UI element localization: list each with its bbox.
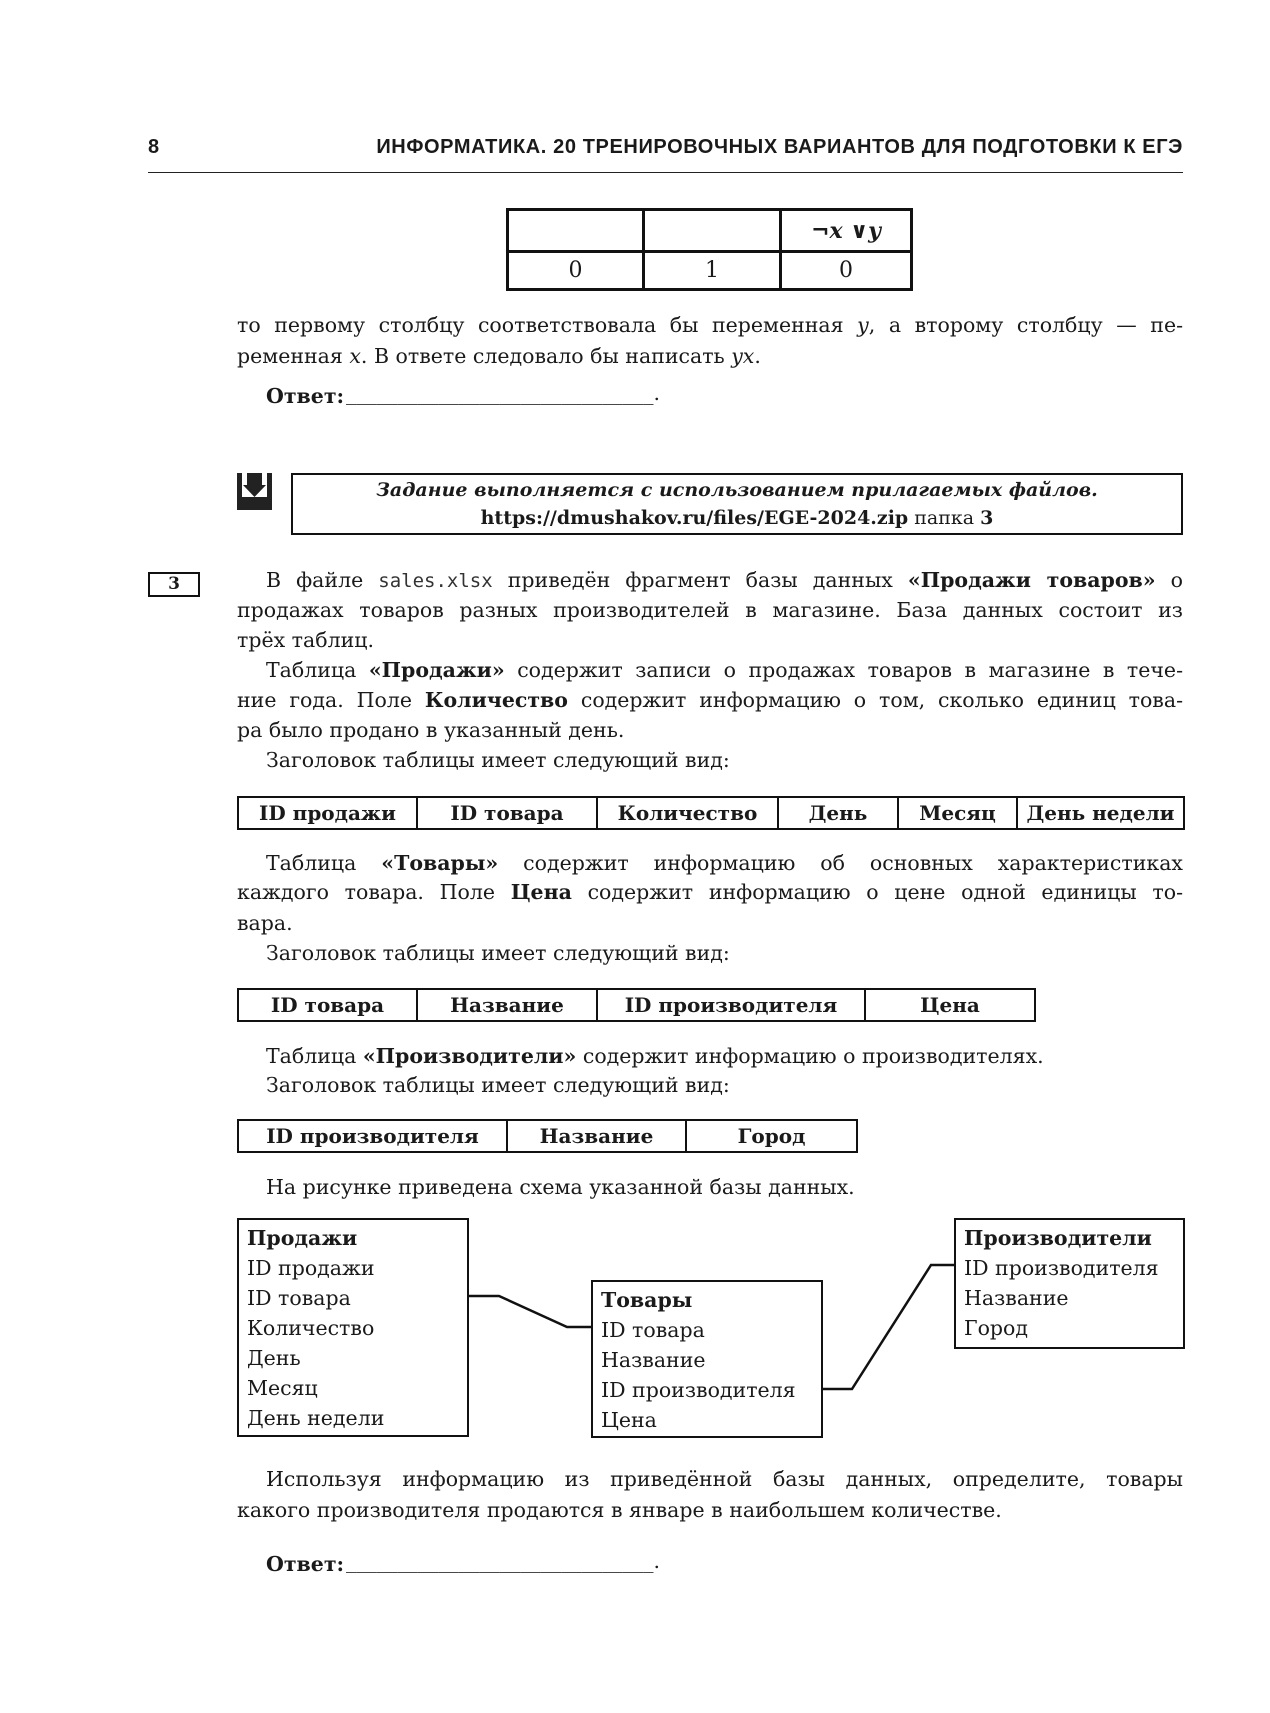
column-header: ID товара — [417, 797, 597, 829]
download-file-icon — [237, 473, 272, 510]
text-line — [237, 310, 1183, 340]
task-number-badge: 3 — [148, 572, 200, 597]
truth-cell: 1 — [644, 252, 781, 290]
entity-field: ID товара — [247, 1286, 351, 1310]
text-segment: то первому столбцу соответствовала бы переменная — [237, 313, 858, 337]
text-segment: ние года. Поле — [237, 688, 425, 712]
column-header: ID производителя — [597, 989, 865, 1021]
truth-header-cell — [644, 210, 781, 252]
entity-field: ID продажи — [247, 1256, 375, 1280]
text-segment: содержит информацию об основных характеристиках — [498, 851, 1183, 875]
text-line — [266, 938, 730, 968]
column-header: Название — [507, 1120, 686, 1152]
text-line — [266, 1172, 855, 1202]
text-segment: Заголовок таблицы имеет следующий вид: — [266, 941, 730, 965]
entity-field: Название — [601, 1348, 706, 1372]
truth-table — [506, 208, 913, 291]
text-line — [266, 655, 1183, 685]
truth-header-cell — [508, 210, 644, 252]
relation-goods-makers — [823, 1265, 954, 1389]
text-line — [237, 877, 1183, 907]
truth-header-cell: ¬x ∨y — [781, 210, 912, 252]
text-segment: На рисунке приведена схема указанной базы данных. — [266, 1175, 855, 1199]
entity-field: ID товара — [601, 1318, 705, 1342]
text-segment: содержит записи о продажах товаров в магазине в тече- — [504, 658, 1183, 682]
text-segment: В файле — [266, 568, 379, 592]
text-segment: ременная — [237, 344, 350, 368]
text-segment: Заголовок таблицы имеет следующий вид: — [266, 748, 730, 772]
running-title: ИНФОРМАТИКА. 20 ТРЕНИРОВОЧНЫХ ВАРИАНТОВ ДЛЯ ПОДГОТОВКИ К ЕГЭ — [376, 136, 1183, 158]
relation-sales-goods — [469, 1296, 591, 1327]
entity-field: ID производителя — [964, 1256, 1159, 1280]
text-segment: приведён фрагмент базы данных — [492, 568, 908, 592]
entity-field: Количество — [247, 1316, 375, 1340]
schema-makers-entity — [954, 1218, 1185, 1349]
text-segment: Таблица — [266, 658, 369, 682]
text-line — [237, 715, 624, 745]
makers-table-header — [237, 1119, 858, 1153]
text-line — [237, 685, 1183, 715]
text-segment: Заголовок таблицы имеет следующий вид: — [266, 1073, 730, 1097]
text-segment: , а второму столбцу — пе- — [868, 313, 1183, 337]
column-header: Город — [686, 1120, 857, 1152]
entity-field: Цена — [601, 1408, 657, 1432]
text-segment: содержит информацию о цене одной единицы то- — [571, 880, 1183, 904]
text-segment: Используя информацию из приведённой базы данных, определите, товары — [266, 1467, 1183, 1491]
text-segment: Таблица — [266, 1044, 363, 1068]
column-header: День — [778, 797, 898, 829]
text-line — [237, 595, 1183, 625]
entity-title: Продажи — [247, 1226, 358, 1250]
text-line — [266, 1464, 1183, 1494]
schema-goods-entity — [591, 1280, 823, 1438]
column-header: Цена — [865, 989, 1035, 1021]
text-segment: трёх таблиц. — [237, 628, 374, 652]
answer-label: Ответ: — [266, 1552, 345, 1576]
folder-number: 3 — [980, 507, 994, 529]
page-number: 8 — [148, 136, 160, 158]
text-segment: Цена — [510, 880, 572, 904]
text-line — [237, 625, 374, 655]
text-line — [266, 1070, 730, 1100]
schema-sales-entity — [237, 1218, 469, 1437]
text-segment: вара. — [237, 911, 293, 935]
column-header: Количество — [597, 797, 778, 829]
text-segment: «Продажи» — [368, 658, 505, 682]
text-line — [266, 1041, 1044, 1071]
column-header: ID товара — [238, 989, 417, 1021]
text-segment: . В ответе следовало бы написать — [360, 344, 732, 368]
text-segment: «Продажи товаров» — [907, 568, 1156, 592]
entity-field: Название — [964, 1286, 1069, 1310]
column-header: Месяц — [898, 797, 1017, 829]
text-segment: содержит информацию о том, сколько единиц това- — [567, 688, 1183, 712]
entity-title: Производители — [964, 1226, 1152, 1250]
text-segment: какого производителя продаются в январе в наибольшем количестве. — [237, 1498, 1002, 1522]
truth-cell: 0 — [781, 252, 912, 290]
entity-field: Месяц — [247, 1376, 318, 1400]
text-segment: ра было продано в указанный день. — [237, 718, 625, 742]
text-segment: . — [754, 344, 761, 368]
text-line — [237, 341, 761, 371]
column-header: День недели — [1017, 797, 1184, 829]
answer-field[interactable]: ______________________________. — [346, 1549, 661, 1573]
sales-table-header — [237, 796, 1185, 830]
files-link[interactable]: https://dmushakov.ru/files/EGE-2024.zip — [480, 507, 909, 529]
column-header: Название — [417, 989, 597, 1021]
text-segment: о — [1155, 568, 1183, 592]
text-segment: «Производители» — [362, 1044, 577, 1068]
entity-field: ID производителя — [601, 1378, 796, 1402]
folder-label: папка — [914, 507, 975, 529]
text-line — [237, 1495, 1002, 1525]
truth-cell: 0 — [508, 252, 644, 290]
files-notice — [291, 473, 1183, 535]
filename: sales.xlsx — [378, 570, 493, 592]
entity-field: День недели — [247, 1406, 385, 1430]
text-segment: y — [857, 313, 869, 337]
column-header: ID продажи — [238, 797, 417, 829]
entity-title: Товары — [601, 1288, 693, 1312]
text-segment: «Товары» — [381, 851, 499, 875]
text-segment: содержит информацию о производителях. — [576, 1044, 1044, 1068]
entity-field: Город — [964, 1316, 1029, 1340]
answer-label: Ответ: — [266, 384, 345, 408]
text-line — [266, 848, 1183, 878]
text-line — [237, 908, 293, 938]
text-segment: продажах товаров разных производителей в магазине. База данных состоит из — [237, 598, 1183, 622]
text-line — [266, 565, 1183, 595]
text-segment: Таблица — [266, 851, 382, 875]
entity-field: День — [247, 1346, 301, 1370]
goods-table-header — [237, 988, 1036, 1022]
header-divider — [148, 172, 1183, 173]
text-segment: каждого товара. Поле — [237, 880, 511, 904]
text-line — [266, 745, 730, 775]
text-segment: x — [349, 344, 361, 368]
answer-field[interactable]: ______________________________. — [346, 381, 661, 405]
notice-text: Задание выполняется с использованием прилагаемых файлов. — [376, 479, 1098, 501]
text-segment: yx — [731, 344, 755, 368]
text-segment: Количество — [424, 688, 568, 712]
column-header: ID производителя — [238, 1120, 507, 1152]
